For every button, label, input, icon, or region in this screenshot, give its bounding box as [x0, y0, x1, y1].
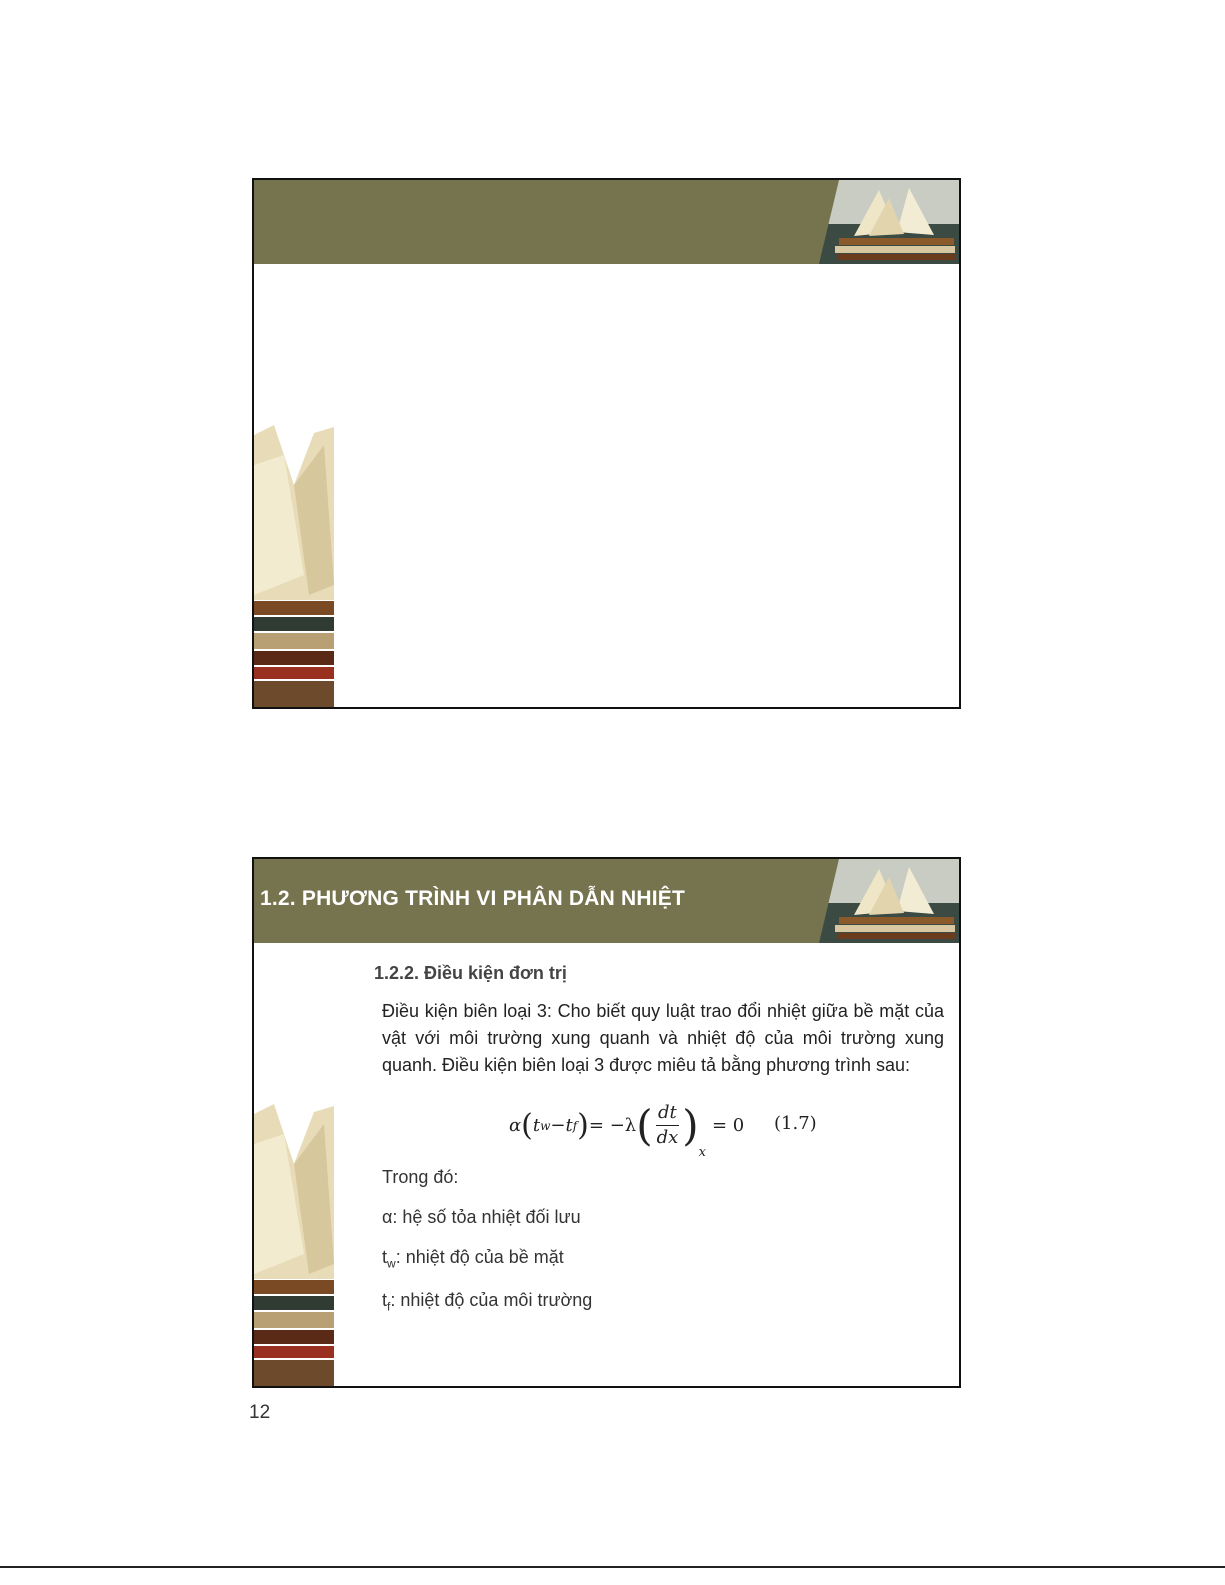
slide-title: 1.2. PHƯƠNG TRÌNH VI PHÂN DẪN NHIỆT [260, 887, 686, 910]
where-label: Trong đó: [382, 1167, 459, 1187]
open-book-image [809, 859, 959, 943]
equation-body: α ( t w − t f ) = −λ ( $\frac{dt}{dx}$ ) x = 0 [509, 1100, 745, 1160]
definition-tf: $t_f$: nhiệt độ của môi trường [382, 1289, 593, 1314]
body-paragraph: Điều kiện biên loại 3: Cho biết quy luật trao đổi nhiệt giữa bề mặt của vật với môi trường xung quanh và nhiệt độ của môi trường xung quanh. Điều kiện biên loại 3 được miêu tả bằng phương trình sau: [382, 1001, 944, 1075]
page-number: 12 [249, 1402, 271, 1423]
slide-banner [254, 180, 959, 264]
bottom-rule [0, 1566, 1225, 1568]
open-book-image [809, 180, 959, 264]
slide-banner [254, 859, 959, 943]
section-subheading: 1.2.2. Điều kiện đơn trị [374, 963, 567, 983]
equation-number: (1.7) [774, 1113, 817, 1134]
slide-1 [252, 178, 961, 709]
fraction-dt-dx: $\frac{dt}{dx}$ [656, 1102, 679, 1148]
slide-content [374, 959, 944, 1332]
definition-tw: $t_w$: nhiệt độ của bề mặt [382, 1247, 564, 1271]
slide-2 [252, 857, 961, 1388]
definition-alpha: α: hệ số tỏa nhiệt đối lưu [382, 1207, 581, 1227]
book-stack-image [254, 425, 334, 707]
equation-1-7 [374, 1091, 944, 1161]
book-stack-image [254, 1104, 334, 1386]
